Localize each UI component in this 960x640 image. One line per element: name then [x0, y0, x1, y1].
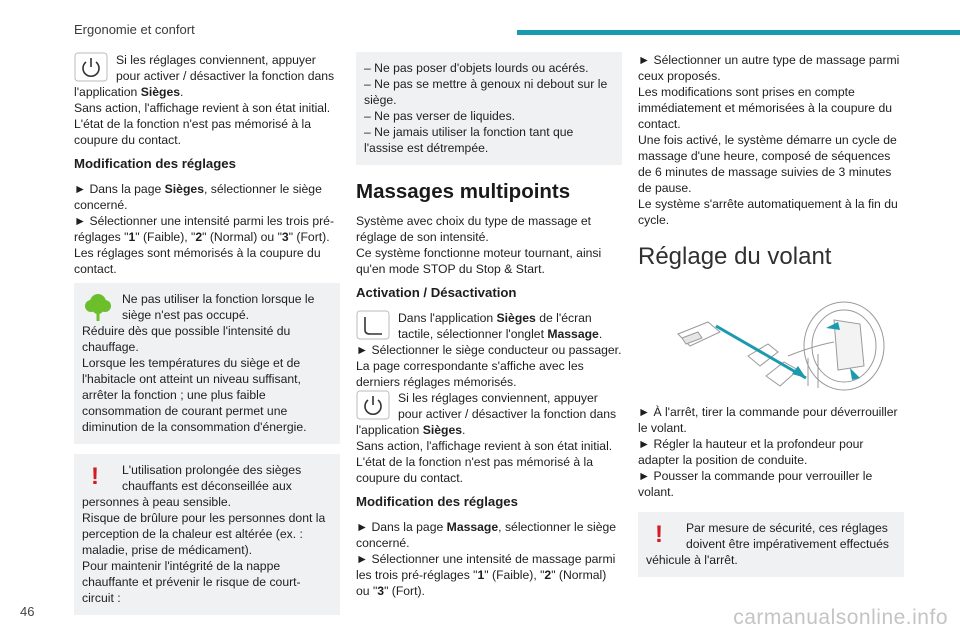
steering-wheel-illustration: [638, 296, 904, 394]
warning-note-box: ! L'utilisation prolongée des sièges chauffants est déconseillée aux personnes à peau sensible. Risque de brûlure pour les personnes dont la perception de la chaleur est altérée (ex. : maladie, prise de médicament). Pour maintenir l'intégrité de la nappe chauffante et prévenir le risque de court-circuit :: [74, 454, 340, 615]
warning-note-box: ! Par mesure de sécurité, ces réglages doivent être impérativement effectués véhicule à l'arrêt.: [638, 512, 904, 577]
section-heading: Modification des réglages: [74, 156, 236, 171]
power-instruction: Si les réglages conviennent, appuyer pour activer / désactiver la fonction dans l'application Sièges.: [74, 53, 335, 99]
list-item: – Ne pas se mettre à genoux ni debout sur le siège.: [364, 77, 608, 107]
paragraph: Les modifications sont prises en compte immédiatement et mémorisées à la coupure du contact.: [638, 85, 893, 131]
paragraph: Le système s'arrête automatiquement à la fin du cycle.: [638, 197, 898, 227]
paragraph: Ce système fonctionne moteur tournant, ainsi qu'en mode STOP du Stop & Start.: [356, 246, 602, 276]
step: ► Sélectionner le siège conducteur ou passager.: [356, 343, 622, 357]
paragraph: L'état de la fonction n'est pas mémorisé à la coupure du contact.: [74, 117, 312, 147]
touchscreen-hand-icon: [356, 310, 392, 342]
power-instruction: Si les réglages conviennent, appuyer pour activer / désactiver la fonction dans l'application Sièges.: [356, 391, 617, 437]
list-item: – Ne pas verser de liquides.: [364, 109, 516, 123]
step: ► Sélectionner un autre type de massage parmi ceux proposés.: [638, 53, 900, 83]
column-1: [74, 52, 340, 619]
paragraph: La page correspondante s'affiche avec les derniers réglages mémorisés.: [356, 359, 584, 389]
paragraph: Système avec choix du type de massage et réglage de son intensité.: [356, 214, 592, 244]
warning-exclamation-icon: !: [655, 521, 663, 548]
header-accent-bar: [517, 30, 960, 35]
paragraph: Sans action, l'affichage revient à son état initial.: [74, 101, 331, 115]
power-button-icon: [356, 390, 392, 422]
list-item: – Ne pas poser d'objets lourds ou acérés.: [364, 61, 589, 75]
list-item: – Ne jamais utiliser la fonction tant que l'assise est détrempée.: [364, 125, 574, 155]
step: ► Dans la page Massage, sélectionner le siège concerné.: [356, 520, 617, 550]
step: ► Régler la hauteur et la profondeur pour adapter la position de conduite.: [638, 437, 864, 467]
eco-tree-icon: [82, 291, 116, 323]
header-section-title: Ergonomie et confort: [74, 22, 195, 37]
column-3: [638, 52, 904, 581]
eco-note-box: Ne pas utiliser la fonction lorsque le siège n'est pas occupé. Réduire dès que possible l'intensité du chauffage. Lorsque les températures du siège et de l'habitacle ont atteint un niveau suffisant, arrêter la fonction ; une plus faible consommation de courant permet une diminution de la consommation d'énergie.: [74, 283, 340, 444]
paragraph: Une fois activé, le système démarre un cycle de massage d'une heure, composé de séquences de 6 minutes de massage suivies de 3 minutes de pause.: [638, 133, 897, 195]
power-button-icon: [74, 52, 110, 84]
section-heading: Activation / Désactivation: [356, 285, 517, 300]
section-title: Réglage du volant: [638, 243, 832, 270]
step: ► Dans la page Sièges, sélectionner le siège concerné.: [74, 182, 322, 212]
page-number: 46: [20, 604, 35, 619]
paragraph: Sans action, l'affichage revient à son état initial.: [356, 439, 613, 453]
step: ► Pousser la commande pour verrouiller le volant.: [638, 469, 873, 499]
section-title: Massages multipoints: [356, 180, 571, 203]
column-2: [356, 52, 622, 599]
step: ► À l'arrêt, tirer la commande pour déverrouiller le volant.: [638, 405, 898, 435]
paragraph: L'état de la fonction n'est pas mémorisé à la coupure du contact.: [356, 455, 594, 485]
warning-exclamation-icon: !: [91, 463, 99, 490]
step: ► Sélectionner une intensité de massage parmi les trois pré-réglages "1" (Faible), "2" (Normal) ou "3" (Fort).: [356, 552, 616, 598]
touchscreen-instruction: Dans l'application Sièges de l'écran tactile, sélectionner l'onglet Massage.: [356, 310, 622, 342]
watermark-text: carmanualsonline.info: [733, 606, 948, 629]
step: ► Sélectionner une intensité parmi les trois pré-réglages "1" (Faible), "2" (Normal) ou "3" (Fort).: [74, 214, 334, 244]
section-heading: Modification des réglages: [356, 494, 518, 509]
precautions-box: [356, 52, 622, 165]
paragraph: Les réglages sont mémorisés à la coupure du contact.: [74, 246, 321, 276]
